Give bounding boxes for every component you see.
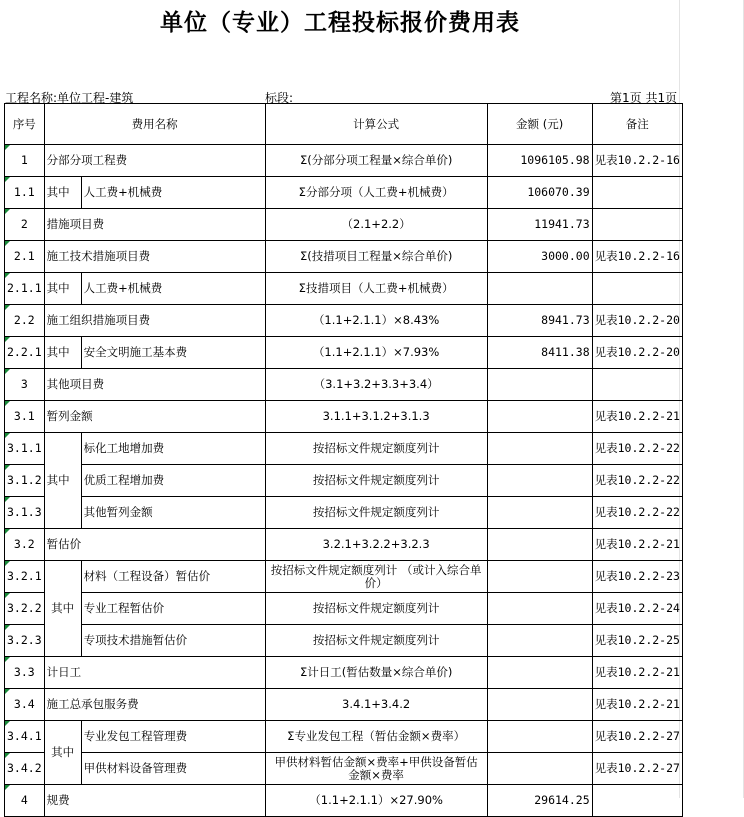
cell-no[interactable]: 4 [5,785,45,817]
cell-name[interactable]: 施工组织措施项目费 [44,305,265,337]
cell-no[interactable]: 3.1.1 [5,433,45,465]
cell-amount[interactable]: 8941.73 [487,305,592,337]
cell-no[interactable]: 3.1.2 [5,465,45,497]
cell-name[interactable]: 其他项目费 [44,369,265,401]
cell-formula[interactable]: 3.1.1+3.1.2+3.1.3 [265,401,487,433]
cell-formula[interactable]: Σ技措项目（人工费+机械费） [265,273,487,305]
table-row [5,273,683,305]
cell-amount[interactable]: 106070.39 [487,177,592,209]
table-row [5,625,683,657]
cell-name[interactable]: 人工费+机械费 [81,273,265,305]
cell-amount[interactable] [487,561,592,593]
table-row [5,689,683,721]
cell-amount[interactable] [487,593,592,625]
cell-no[interactable]: 3.4.2 [5,753,45,785]
cell-remark[interactable]: 见表10.2.2-27 [592,753,682,785]
cell-formula[interactable]: 按招标文件规定额度列计 （或计入综合单价） [265,561,487,593]
cell-no[interactable]: 3.2.1 [5,561,45,593]
cell-name[interactable]: 措施项目费 [44,209,265,241]
table-row [5,497,683,529]
cell-formula[interactable]: Σ(分部分项工程量×综合单价) [265,145,487,177]
header-no[interactable]: 序号 [5,104,45,145]
cell-remark[interactable]: 见表10.2.2-21 [592,401,682,433]
cell-remark[interactable]: 见表10.2.2-16 [592,241,682,273]
cell-formula[interactable]: （1.1+2.1.1）×27.90% [265,785,487,817]
cell-formula[interactable]: 按招标文件规定额度列计 [265,497,487,529]
cell-remark[interactable]: 见表10.2.2-20 [592,305,682,337]
table-row [5,593,683,625]
cell-formula[interactable]: 甲供材料暂估金额×费率+甲供设备暂估 金额×费率 [265,753,487,785]
cell-name[interactable]: 规费 [44,785,265,817]
cell-name[interactable]: 暂列金额 [44,401,265,433]
cell-name[interactable]: 人工费+机械费 [81,177,265,209]
cell-no[interactable]: 2.2.1 [5,337,45,369]
cell-formula[interactable]: Σ专业发包工程（暂估金额×费率） [265,721,487,753]
cell-formula[interactable]: 3.4.1+3.4.2 [265,689,487,721]
cell-no[interactable]: 2.1 [5,241,45,273]
header-name[interactable]: 费用名称 [44,104,265,145]
cell-remark[interactable] [592,273,682,305]
cell-name[interactable]: 施工技术措施项目费 [44,241,265,273]
cell-no[interactable]: 2 [5,209,45,241]
table-row [5,305,683,337]
cell-name[interactable]: 施工总承包服务费 [44,689,265,721]
cell-remark[interactable]: 见表10.2.2-22 [592,433,682,465]
cell-name[interactable]: 计日工 [44,657,265,689]
cell-remark[interactable] [592,785,682,817]
table-row [5,465,683,497]
cell-name[interactable]: 标化工地增加费 [81,433,265,465]
cell-formula[interactable]: （1.1+2.1.1）×7.93% [265,337,487,369]
fee-table [4,103,683,817]
cell-no[interactable]: 1 [5,145,45,177]
cell-sub[interactable]: 其中 [44,433,81,529]
cell-formula[interactable]: 按招标文件规定额度列计 [265,593,487,625]
table-row [5,657,683,689]
cell-formula[interactable]: 按招标文件规定额度列计 [265,465,487,497]
table-row [5,401,683,433]
cell-remark[interactable]: 见表10.2.2-24 [592,593,682,625]
cell-no[interactable]: 3.1.3 [5,497,45,529]
table-row [5,785,683,817]
cell-formula[interactable]: 按招标文件规定额度列计 [265,625,487,657]
cell-no[interactable]: 2.1.1 [5,273,45,305]
cell-sub[interactable]: 其中 [44,273,81,305]
cell-amount[interactable]: 8411.38 [487,337,592,369]
cell-remark[interactable] [592,177,682,209]
table-row [5,369,683,401]
cell-name[interactable]: 分部分项工程费 [44,145,265,177]
table-row [5,177,683,209]
table-header-row [5,104,683,145]
cell-amount[interactable] [487,401,592,433]
section-label: 标段: [265,91,294,105]
table-row [5,529,683,561]
cell-remark[interactable]: 见表10.2.2-22 [592,497,682,529]
cell-name[interactable]: 材料（工程设备）暂估价 [81,561,265,593]
cell-amount[interactable] [487,657,592,689]
cell-no[interactable]: 3.1 [5,401,45,433]
cell-remark[interactable]: 见表10.2.2-22 [592,465,682,497]
project-name: 工程名称:单位工程-建筑 [5,91,134,105]
table-row [5,721,683,753]
cell-no[interactable]: 3 [5,369,45,401]
cell-name[interactable]: 优质工程增加费 [81,465,265,497]
cell-remark[interactable] [592,209,682,241]
cell-amount[interactable] [487,689,592,721]
table-row [5,433,683,465]
cell-name[interactable]: 专项技术措施暂估价 [81,625,265,657]
cell-amount[interactable]: 11941.73 [487,209,592,241]
cell-sub[interactable]: 其中 [44,337,81,369]
cell-formula[interactable]: Σ计日工(暂估数量×综合单价) [265,657,487,689]
cell-formula[interactable]: 按招标文件规定额度列计 [265,433,487,465]
table-row [5,753,683,785]
cell-no[interactable]: 3.2.2 [5,593,45,625]
cell-name[interactable]: 其他暂列金额 [81,497,265,529]
table-row [5,145,683,177]
cell-sub[interactable]: 其中 [44,561,81,657]
page-indicator: 第1页 共1页 [610,91,678,105]
sheet-title: 单位（专业）工程投标报价费用表 [160,9,520,36]
cell-no[interactable]: 1.1 [5,177,45,209]
cell-remark[interactable]: 见表10.2.2-21 [592,689,682,721]
cell-no[interactable]: 3.4 [5,689,45,721]
header-formula[interactable]: 计算公式 [265,104,487,145]
cell-amount[interactable]: 3000.00 [487,241,592,273]
cell-no[interactable]: 3.4.1 [5,721,45,753]
table-row [5,209,683,241]
cell-formula[interactable]: Σ(技措项目工程量×综合单价) [265,241,487,273]
table-row [5,241,683,273]
cell-amount[interactable]: 1096105.98 [487,145,592,177]
cell-amount[interactable]: 29614.25 [487,785,592,817]
cell-sub[interactable]: 其中 [44,177,81,209]
cell-formula[interactable]: （1.1+2.1.1）×8.43% [265,305,487,337]
cell-remark[interactable] [592,369,682,401]
cell-amount[interactable] [487,529,592,561]
cell-amount[interactable] [487,497,592,529]
cell-remark[interactable]: 见表10.2.2-20 [592,337,682,369]
table-row [5,561,683,593]
cell-amount[interactable] [487,625,592,657]
cell-sub[interactable]: 其中 [44,721,81,785]
cell-name[interactable]: 专业工程暂估价 [81,593,265,625]
header-amount[interactable]: 金额 (元) [487,104,592,145]
cell-no[interactable]: 3.2 [5,529,45,561]
cell-amount[interactable] [487,753,592,785]
cell-amount[interactable] [487,465,592,497]
cell-formula[interactable]: （3.1+3.2+3.3+3.4） [265,369,487,401]
cell-amount[interactable] [487,721,592,753]
cell-remark[interactable]: 见表10.2.2-23 [592,561,682,593]
cell-name[interactable]: 暂估价 [44,529,265,561]
cell-no[interactable]: 3.2.3 [5,625,45,657]
cell-name[interactable]: 甲供材料设备管理费 [81,753,265,785]
header-remark[interactable]: 备注 [592,104,682,145]
cell-amount[interactable] [487,369,592,401]
cell-no[interactable]: 2.2 [5,305,45,337]
cell-remark[interactable]: 见表10.2.2-21 [592,529,682,561]
cell-name[interactable]: 专业发包工程管理费 [81,721,265,753]
cell-amount[interactable] [487,433,592,465]
cell-remark[interactable]: 见表10.2.2-16 [592,145,682,177]
table-row [5,337,683,369]
cell-remark[interactable]: 见表10.2.2-21 [592,657,682,689]
cell-formula[interactable]: 3.2.1+3.2.2+3.2.3 [265,529,487,561]
cell-amount[interactable] [487,273,592,305]
cell-remark[interactable]: 见表10.2.2-25 [592,625,682,657]
cell-formula[interactable]: （2.1+2.2） [265,209,487,241]
cell-remark[interactable]: 见表10.2.2-27 [592,721,682,753]
cell-formula[interactable]: Σ分部分项（人工费+机械费） [265,177,487,209]
cell-no[interactable]: 3.3 [5,657,45,689]
cell-name[interactable]: 安全文明施工基本费 [81,337,265,369]
